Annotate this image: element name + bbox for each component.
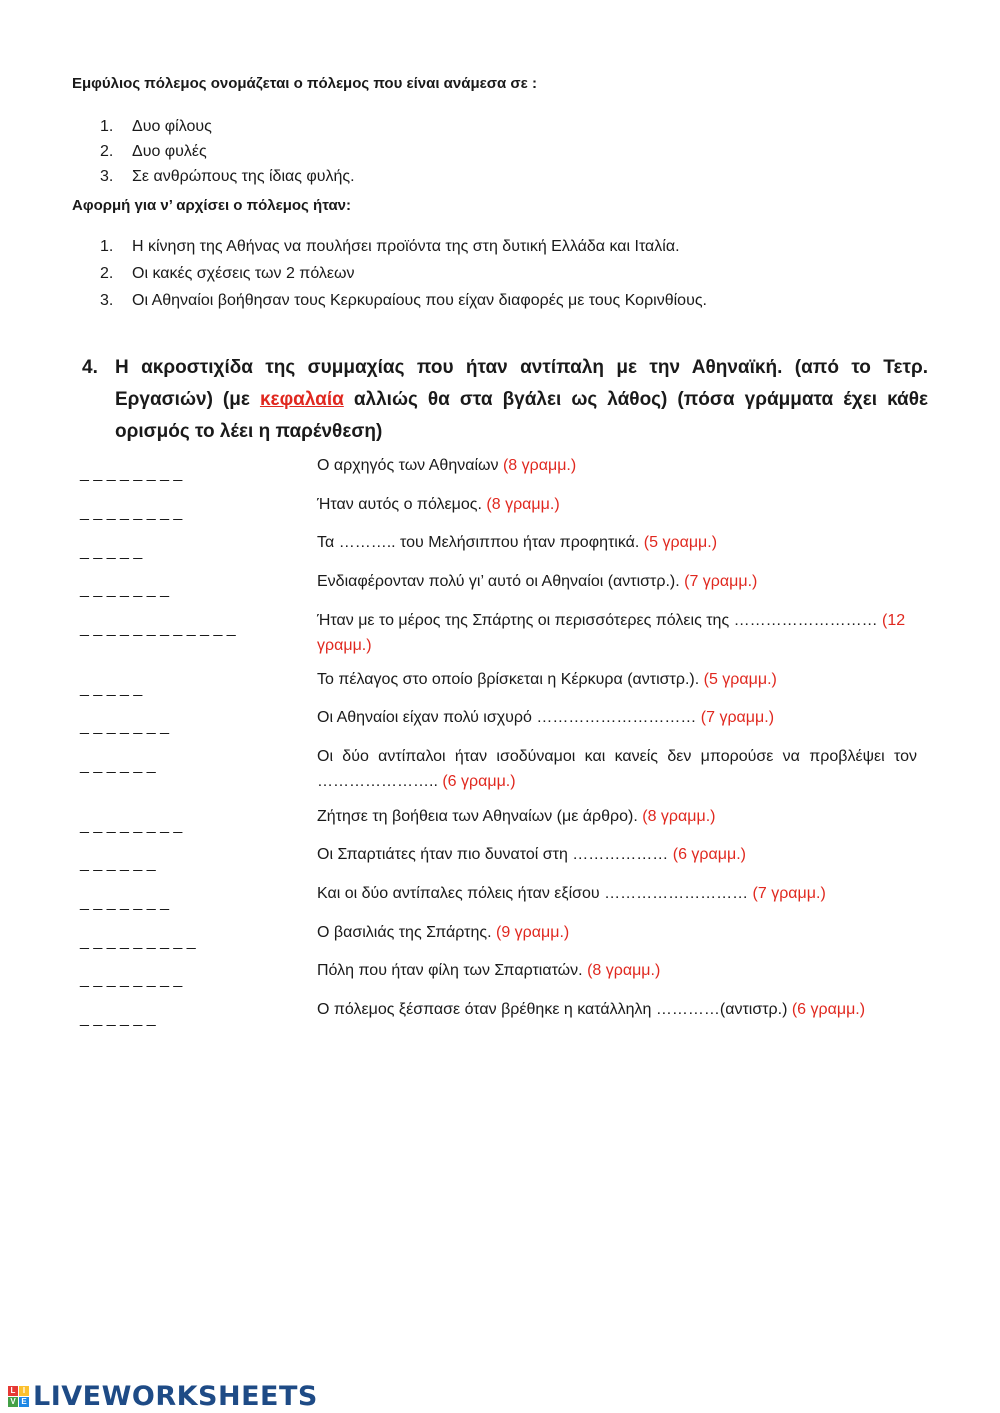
clue-text: Και οι δύο αντίπαλες πόλεις ήταν εξίσου ……………………… (7 γραμμ.) <box>317 885 826 902</box>
answer-blank[interactable]: _ _ _ _ _ _ _ _ _ <box>80 933 196 950</box>
question-1-option[interactable]: 3. Σε ανθρώπους της ίδιας φυλής. <box>100 168 355 185</box>
liveworksheets-brand <box>8 1381 318 1412</box>
brand-name: LIVEWORKSHEETS <box>33 1381 318 1412</box>
clue-text: Τα ……….. του Μελήσιππου ήταν προφητικά. (5 γραμμ.) <box>317 534 718 551</box>
clue-text: Το πέλαγος στο οποίο βρίσκεται η Κέρκυρα (αντιστρ.). (5 γραμμ.) <box>317 671 777 688</box>
question-4-title: 4. Η ακροστιχίδα της συμμαχίας που ήταν αντίπαλη με την Αθηναϊκή. (από το Τετρ. Εργασιών) (με κεφαλαία αλλιώς θα στα βγάλει ως λάθος) (πόσα γράμματα έχει κάθε ορισμός το λέει η παρένθεση) <box>82 352 928 448</box>
question-2-option[interactable]: 3. Οι Αθηναίοι βοήθησαν τους Κερκυραίους που είχαν διαφορές με τους Κορινθίους. <box>100 292 707 309</box>
clue-text: Οι Σπαρτιάτες ήταν πιο δυνατοί στη ……………… (6 γραμμ.) <box>317 846 746 863</box>
question-2-option[interactable]: 2. Οι κακές σχέσεις των 2 πόλεων <box>100 265 355 282</box>
question-2-option[interactable]: 1. Η κίνηση της Αθήνας να πουλήσει προϊόντα της στη δυτική Ελλάδα και Ιταλία. <box>100 238 680 255</box>
clue-text: Οι δύο αντίπαλοι ήταν ισοδύναμοι και κανείς δεν μπορούσε να προβλέψει τον ………………….. (6 γραμμ.) <box>317 748 917 790</box>
clue-text: Ο βασιλιάς της Σπάρτης. (9 γραμμ.) <box>317 924 570 941</box>
question-1-option[interactable]: 1. Δυο φίλους <box>100 118 212 135</box>
answer-blank[interactable]: _ _ _ _ _ _ _ _ _ _ _ _ <box>80 620 236 637</box>
answer-blank[interactable]: _ _ _ _ _ _ _ <box>80 718 169 735</box>
answer-blank[interactable]: _ _ _ _ _ _ _ <box>80 894 169 911</box>
clue-text: Οι Αθηναίοι είχαν πολύ ισχυρό ………………………… (7 γραμμ.) <box>317 709 775 726</box>
question-2-heading: Αφορμή για ν’ αρχίσει ο πόλεμος ήταν: <box>72 197 352 214</box>
answer-blank[interactable]: _ _ _ _ _ _ _ _ <box>80 465 183 482</box>
clue-text: Πόλη που ήταν φίλη των Σπαρτιατών. (8 γραμμ.) <box>317 962 661 979</box>
liveworksheets-logo-icon: L I V E <box>8 1386 29 1407</box>
answer-blank[interactable]: _ _ _ _ _ _ _ _ <box>80 504 183 521</box>
question-4-number: 4. <box>82 357 98 378</box>
clue-text: Ζήτησε τη βοήθεια των Αθηναίων (με άρθρο). (8 γραμμ.) <box>317 808 716 825</box>
answer-blank[interactable]: _ _ _ _ _ _ _ _ <box>80 817 183 834</box>
answer-blank[interactable]: _ _ _ _ _ _ <box>80 1010 156 1027</box>
clue-text: Ενδιαφέρονταν πολύ γι’ αυτό οι Αθηναίοι (αντιστρ.). (7 γραμμ.) <box>317 573 758 590</box>
clue-text: Ο αρχηγός των Αθηναίων (8 γραμμ.) <box>317 457 577 474</box>
question-1-heading: Εμφύλιος πόλεμος ονομάζεται ο πόλεμος που είναι ανάμεσα σε : <box>72 75 537 92</box>
clue-text: Ήταν αυτός ο πόλεμος. (8 γραμμ.) <box>317 496 560 513</box>
clue-text: Ο πόλεμος ξέσπασε όταν βρέθηκε η κατάλληλη …………(αντιστρ.) (6 γραμμ.) <box>317 1001 866 1018</box>
answer-blank[interactable]: _ _ _ _ _ <box>80 680 143 697</box>
answer-blank[interactable]: _ _ _ _ _ _ <box>80 757 156 774</box>
answer-blank[interactable]: _ _ _ _ _ _ _ <box>80 581 169 598</box>
keyword-capitals: κεφαλαία <box>259 389 344 410</box>
question-1-option[interactable]: 2. Δυο φυλές <box>100 143 207 160</box>
question-2-options <box>100 234 707 315</box>
question-1-options <box>100 114 355 189</box>
answer-blank[interactable]: _ _ _ _ _ _ <box>80 855 156 872</box>
clue-text: Ήταν με το μέρος της Σπάρτης οι περισσότερες πόλεις της ……………………… (12 γραμμ.) <box>317 612 906 654</box>
answer-blank[interactable]: _ _ _ _ _ _ _ _ <box>80 971 183 988</box>
answer-blank[interactable]: _ _ _ _ _ <box>80 543 143 560</box>
